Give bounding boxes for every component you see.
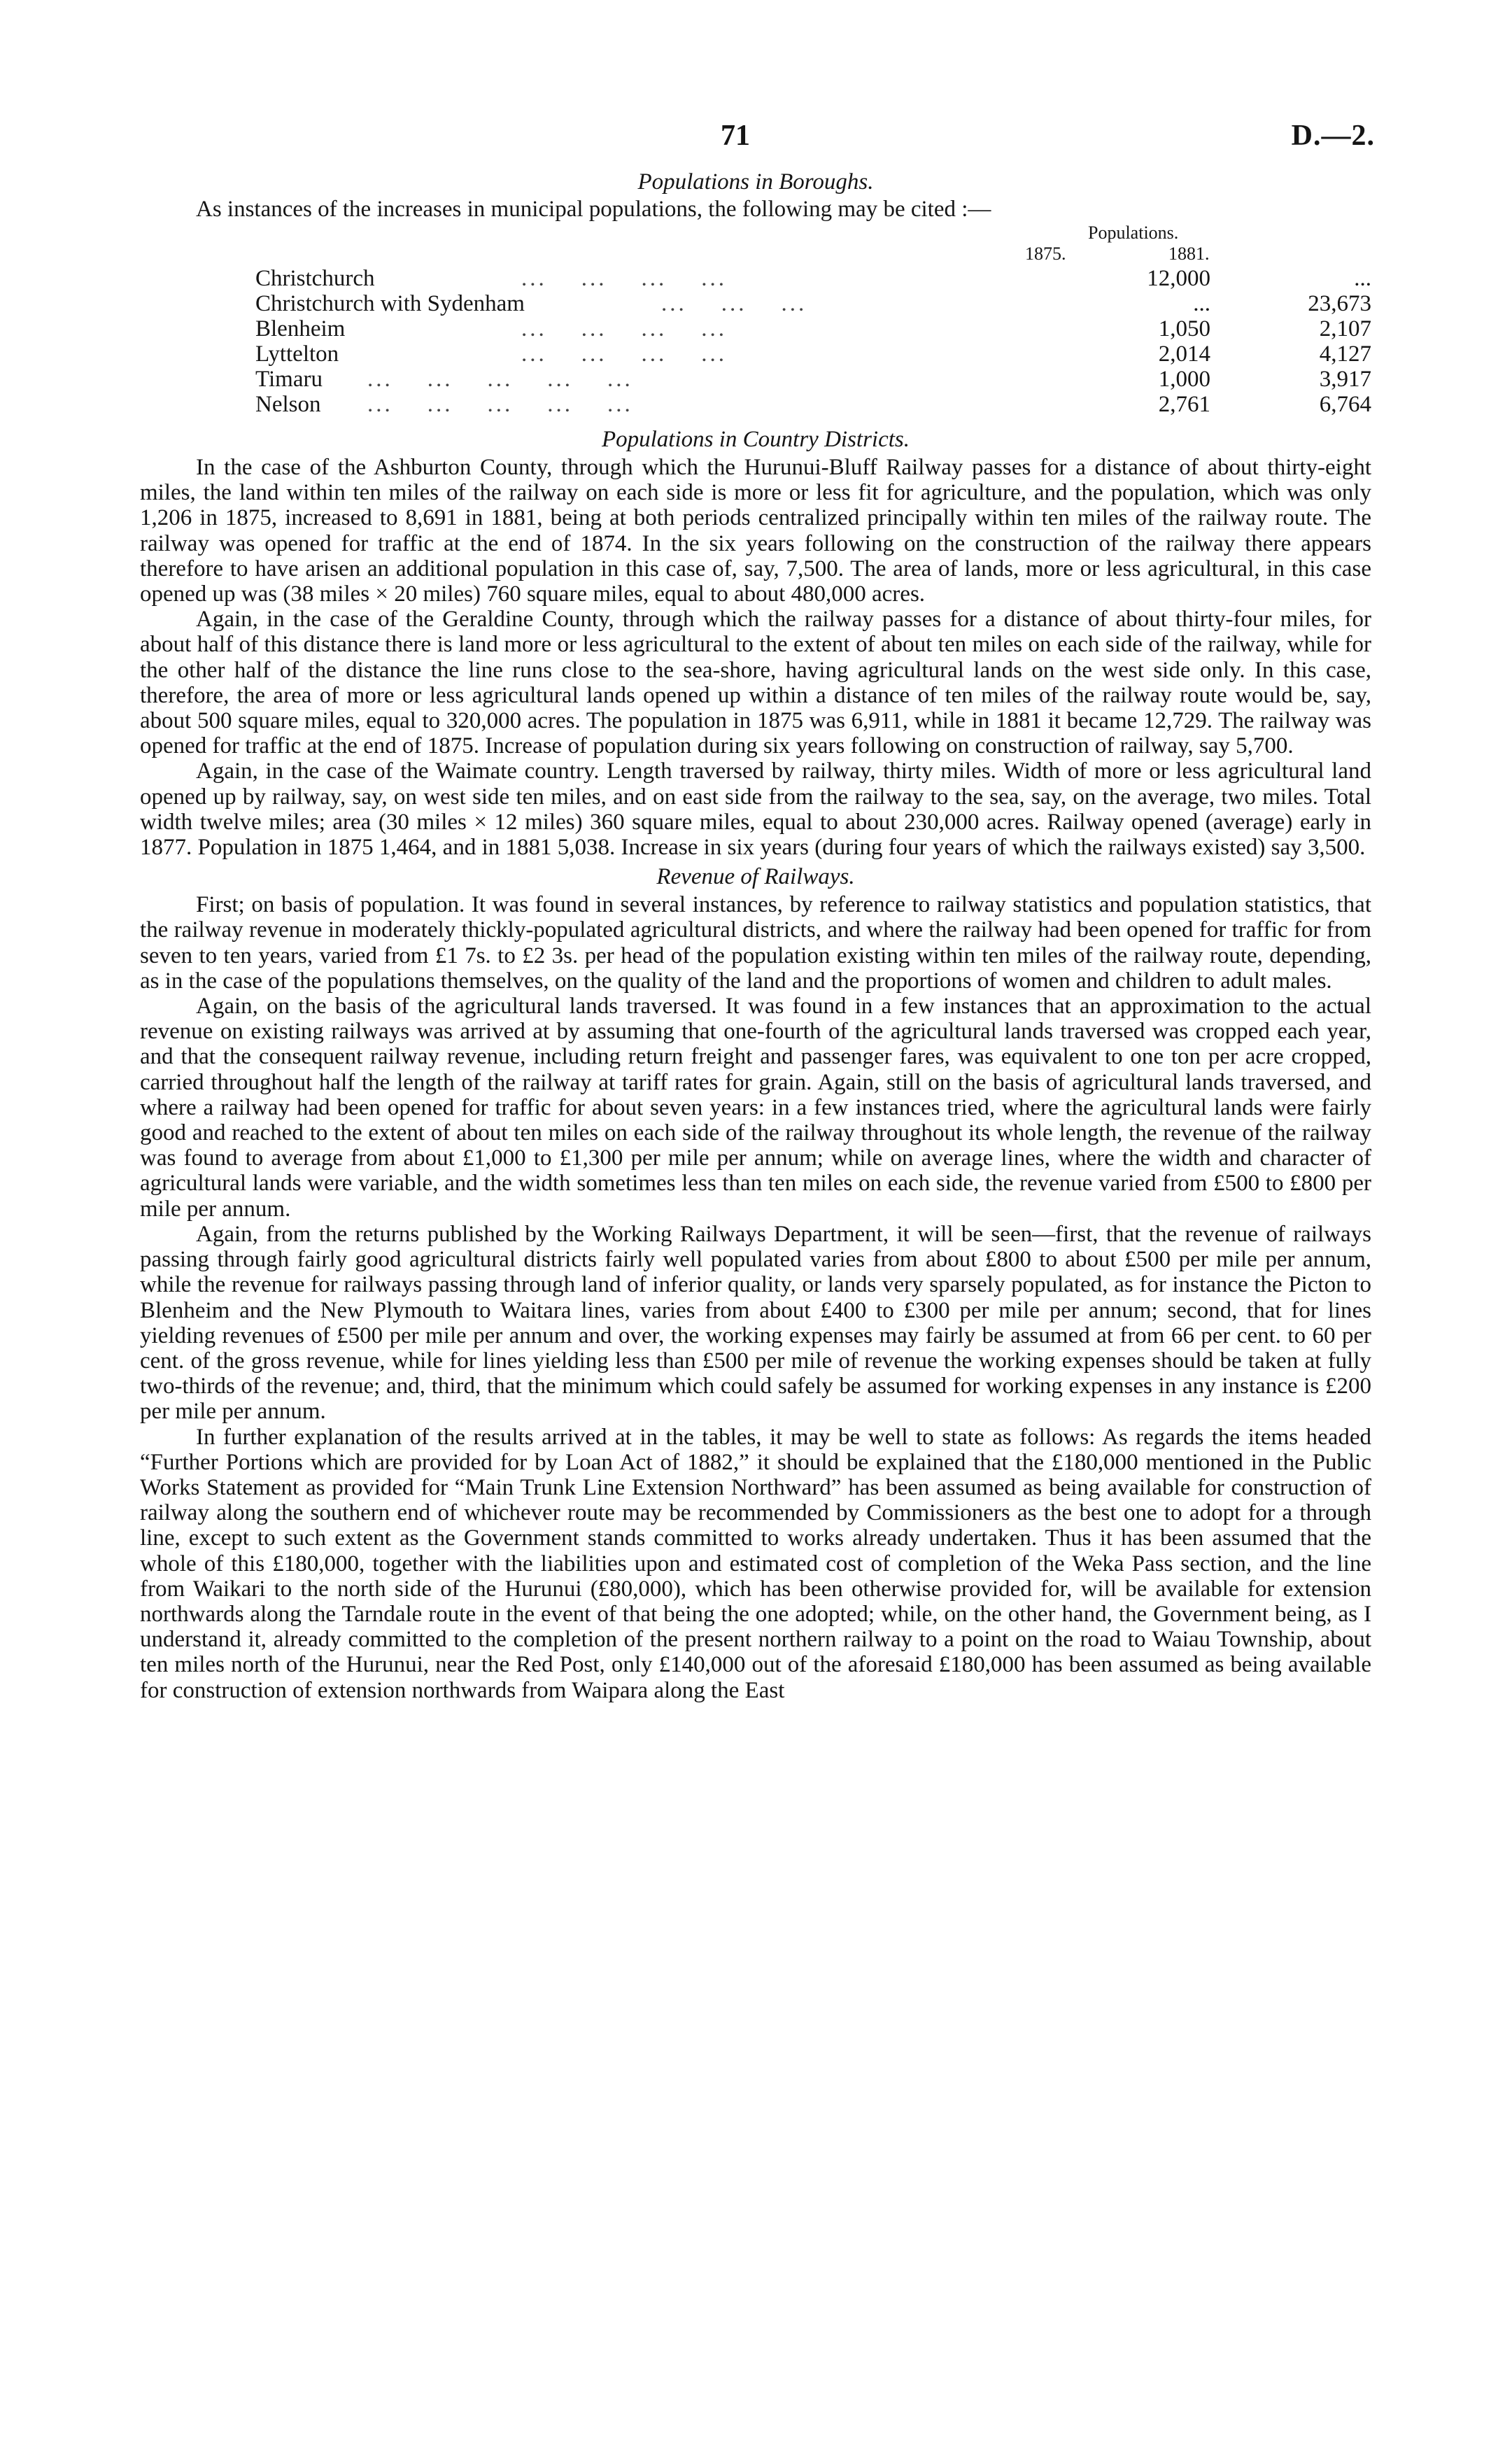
page-header — [140, 119, 1375, 168]
document-reference: D.—2. — [1291, 120, 1375, 152]
table-header-1875: 1875. — [1025, 244, 1066, 264]
table-row: ... ... ... ... Lyttelton 2,014 4,127 — [255, 341, 1371, 367]
revenue-paragraph: In further explanation of the results arrived at in the tables, it may be well to state as follows: As regards the items headed “Further Portions which are provided for by Loan Act of 1882,” it should be explained that the £180,000 mentioned in the Public Works Statement as provided for “Main Trunk Line Extension Northward” has been assumed as being available for construction of railway along the southern end of whichever route may be recommended by Commissioners as the best one to adopt for a through line, except to such extent as the Government stands committed to works already undertaken. Thus it has been assumed that the whole of this £180,000, together with the liabilities upon and estimated cost of completion of the Weka Pass section, and the line from Waikari to the north side of the Hurunui (£80,000), which has been otherwise provided for, will be available for extension northwards along the Tarndale route in the event of that being the one adopted; while, on the other hand, the Government being, as I understand it, already committed to the completion of the present northern railway to a point on the road to Waiau Township, about ten miles north of the Hurunui, near the Red Post, only £140,000 out of the aforesaid £180,000 has been assumed as being available for construction of extension northwards from Waipara along the East — [140, 1424, 1371, 1703]
revenue-heading: Revenue of Railways. — [656, 864, 855, 890]
revenue-paragraph: First; on basis of population. It was found in several instances, by reference to railway statistics and population statistics, that the railway revenue in moderately thickly-populated agricultural districts, and where the railway had been opened for traffic for from seven to ten years, varied from £1 7s. to £2 3s. per head of the population existing within ten miles of the railway route, depending, as in the case of the populations themselves, on the quality of the land and the proportions of women and children to adult males. — [140, 892, 1371, 994]
row-value-1875: ... — [1193, 291, 1210, 316]
table-header-1881: 1881. — [1168, 244, 1210, 264]
row-value-1875: 2,014 — [1158, 341, 1210, 367]
boroughs-heading: Populations in Boroughs. — [637, 169, 874, 195]
row-name: Lyttelton — [255, 341, 339, 367]
country-heading: Populations in Country Districts. — [601, 427, 910, 452]
table-row: ... ... ... ... ... Nelson 2,761 6,764 — [255, 392, 1371, 417]
table-row: ... ... ... ... Blenheim 1,050 2,107 — [255, 316, 1371, 341]
row-value-1881: 3,917 — [1319, 367, 1371, 392]
row-name: Nelson — [255, 392, 321, 417]
row-name: Christchurch — [255, 266, 375, 291]
country-paragraph: In the case of the Ashburton County, through which the Hurunui-Bluff Railway passes for a distance of about thirty-eight miles, the land within ten miles of the railway on each side is more or less fit for agriculture, and the population, which was only 1,206 in 1875, increased to 8,691 in 1881, being at both periods centralized principally within ten miles of the railway route. The railway was opened for traffic at the end of 1874. In the six years following on the construction of the railway there appears therefore to have arisen an additional population in this case of, say, 7,500. The area of lands, more or less agricultural, in this case opened up was (38 miles × 20 miles) 760 square miles, equal to about 480,000 acres. — [140, 455, 1371, 607]
row-value-1881: 4,127 — [1319, 341, 1371, 367]
row-value-1881: 2,107 — [1319, 316, 1371, 341]
table-row: ... ... ... Christchurch with Sydenham ... 23,673 — [255, 291, 1371, 316]
row-value-1875: 1,050 — [1158, 316, 1210, 341]
country-paragraph: Again, in the case of the Geraldine County, through which the railway passes for a distance of about thirty-four miles, for about half of this distance there is land more or less agricultural to the extent of about ten miles on each side of the railway, while for the other half of the distance the line runs close to the sea-shore, having agricultural lands on the west side only. In this case, therefore, the area of more or less agricultural lands opened up within a distance of ten miles of the railway route would be, say, about 500 square miles, equal to 320,000 acres. The population in 1875 was 6,911, while in 1881 it became 12,729. The railway was opened for traffic at the end of 1875. Increase of population during six years following on construction of railway, say 5,700. — [140, 607, 1371, 759]
revenue-paragraph: Again, from the returns published by the Working Railways Department, it will be seen—first, that the revenue of railways passing through fairly good agricultural districts fairly well populated varies from about £800 to about £500 per mile per annum, while the revenue for railways passing through land of inferior quality, or lands very sparsely populated, as for instance the Picton to Blenheim and the New Plymouth to Waitara lines, varies from about £400 to £300 per mile per annum; second, that for lines yielding revenues of £500 per mile per annum and over, the working expenses may fairly be assumed at from 66 per cent. to 60 per cent. of the gross revenue, while for lines yielding less than £500 per mile of revenue the working expenses should be taken at fully two-thirds of the revenue; and, third, that the minimum which could safely be assumed for working expenses in any instance is £200 per mile per annum. — [140, 1221, 1371, 1425]
row-name: Blenheim — [255, 316, 346, 341]
row-name: Christchurch with Sydenham — [255, 291, 525, 316]
page-number: 71 — [721, 120, 750, 152]
country-paragraph: Again, in the case of the Waimate country. Length traversed by railway, thirty miles. Width of more or less agricultural land opened up by railway, say, on west side ten miles, and on east side from the railway to the sea, say, on the average, two miles. Total width twelve miles; area (30 miles × 12 miles) 360 square miles, equal to about 230,000 acres. Railway opened (average) early in 1877. Population in 1875 1,464, and in 1881 5,038. Increase in six years (during four years of which the railways existed) say 3,500. — [140, 758, 1371, 861]
table-row: ... ... ... ... ... Timaru 1,000 3,917 — [255, 367, 1371, 392]
row-value-1881: 6,764 — [1319, 392, 1371, 417]
document-page — [140, 119, 1375, 1703]
boroughs-intro: As instances of the increases in municipal populations, the following may be cited :— — [196, 197, 991, 222]
table-group-label: Populations. — [1088, 223, 1179, 243]
row-value-1875: 2,761 — [1158, 392, 1210, 417]
row-value-1881: ... — [1354, 266, 1371, 291]
row-value-1881: 23,673 — [1308, 291, 1371, 316]
row-value-1875: 1,000 — [1158, 367, 1210, 392]
row-value-1875: 12,000 — [1147, 266, 1210, 291]
revenue-paragraph: Again, on the basis of the agricultural lands traversed. It was found in a few instances that an approximation to the actual revenue on existing railways was arrived at by assuming that one-fourth of the agricultural lands traversed was cropped each year, and that the consequent railway revenue, including return freight and passenger fares, was equivalent to one ton per acre cropped, carried throughout half the length of the railway at tariff rates for grain. Again, still on the basis of agricultural lands traversed, and where a railway had been opened for traffic for about seven years: in a few instances tried, where the agricultural lands were fairly good and reached to the extent of about ten miles on each side of the railway throughout its whole length, the revenue of the railway was found to average from about £1,000 to £1,300 per mile per annum; while on average lines, where the width and character of agricultural lands were variable, and the width sometimes less than ten miles on each side, the revenue varied from £500 to £800 per mile per annum. — [140, 994, 1371, 1222]
population-table — [140, 223, 1371, 467]
row-name: Timaru — [255, 367, 323, 392]
table-row: ... ... ... ... Christchurch 12,000 ... — [255, 266, 1371, 291]
